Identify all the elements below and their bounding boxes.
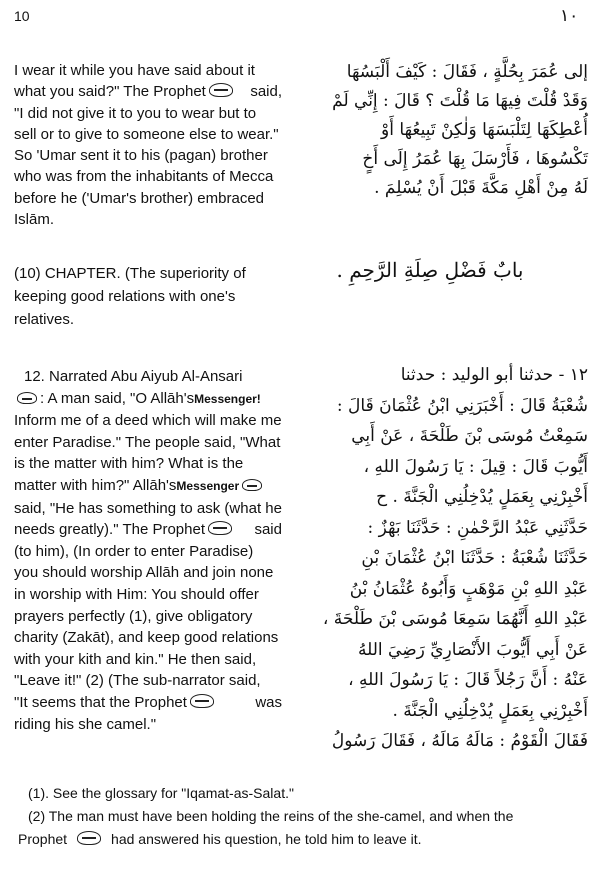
text-line: who was from the inhabitants of Mecca [14, 168, 274, 186]
arabic-line: عَبْدِ اللهِ بْنِ مَوْهَبٍ وَأَبُوهُ عُثْمَانُ بْنُ [349, 578, 588, 599]
footnotes [18, 782, 590, 851]
arabic-line: عَبْدِ اللهِ أَنَّهُمَا سَمِعَا مُوسَى بْنَ طَلْحَةَ ، [322, 609, 588, 629]
arabic-hadith-12 [296, 360, 588, 757]
arabic-line: عَنْهُ : أَنَّ رَجُلاً قَالَ : يَا رَسُولَ اللهِ ، [348, 670, 588, 690]
arabic-line: أَخْبِرْنِي بِعَمَلٍ يُدْخِلُنِي الْجَنَّةَ . [392, 700, 588, 721]
arabic-line: حَدَّثَنِي عَبْدُ الرَّحْمٰنِ : حَدَّثَنَا بَهْزٌ : [367, 517, 588, 538]
arabic-passage-1 [296, 58, 588, 203]
text-line: Islām. [14, 211, 55, 229]
arabic-line: إلى عُمَرَ بِحُلَّةٍ ، فَقَالَ : كَيْفَ أَلْبَسُهَا [346, 62, 588, 82]
text-line: enter Paradise." The people said, "What [14, 433, 281, 451]
page-number-right: ١٠ [560, 6, 579, 26]
text-line: keeping good relations with one's [14, 288, 236, 305]
arabic-line: سَمِعْتُ مُوسَى بْنَ طَلْحَةَ ، عَنْ أَبِي [351, 426, 588, 446]
prophet-seal-icon [77, 831, 101, 845]
text-line: "I did not give it to you to wear but to [14, 104, 257, 122]
english-passage-1 [14, 60, 282, 230]
text-line: "It seems that the Prophet was [14, 693, 282, 711]
text-line: with your kith and kin." He then said, [14, 650, 257, 668]
chapter-heading-arabic: بابٌ فَضْلِ صِلَةِ الرَّحِمِ . [336, 258, 524, 282]
text-line: relatives. [14, 311, 75, 328]
text-line: (to him), (In order to enter Paradise) [14, 542, 254, 560]
arabic-line: ١٢ - حدثنا أبو الوليد : حدثنا [400, 365, 588, 385]
footnote-2: (2) The man must have been holding the reins of the she-camel, and when the [28, 808, 514, 824]
text-line: matter with him?" Allāh'sMessenger [14, 475, 282, 498]
arabic-line: فَقَالَ الْقَوْمُ : مَالَهُ مَالَهُ ، فَقَالَ رَسُولُ [331, 731, 588, 751]
arabic-line: أَيُّوبَ قَالَ : قِيلَ : يَا رَسُولَ اللهِ ، [363, 456, 588, 477]
arabic-line: شُعْبَةُ قَالَ : أَخْبَرَنِي ابْنُ عُثْمَانَ قَالَ : [336, 395, 588, 416]
text-line: So 'Umar sent it to his (pagan) brother [14, 147, 268, 165]
text-line: prayers perfectly (1), give obligatory [14, 607, 253, 625]
arabic-line: عَنْ أَبِي أَيُّوبَ الأَنْصَارِيِّ رَضِيَ اللهُ [357, 639, 588, 660]
prophet-seal-icon [190, 694, 214, 708]
text-line: sell or to give to someone else to wear." [14, 125, 279, 143]
text-line: charity (Zakāt), and keep good relations [14, 629, 279, 647]
arabic-line: لَهُ مِنْ أَهْلِ مَكَّةَ قَبْلَ أَنْ يُسْلِمَ . [374, 178, 588, 198]
text-line: (10) CHAPTER. (The superiority of [14, 265, 246, 282]
text-line: you should worship Allāh and join none [14, 564, 274, 582]
chapter-heading-english [14, 262, 282, 331]
text-line: Inform me of a deed which will make me [14, 412, 282, 430]
arabic-line: أَخْبِرْنِي بِعَمَلٍ يُدْخِلُنِي الْجَنَّةَ . ح [376, 487, 588, 507]
arabic-line: تَكْسُوهَا ، فَأَرْسَلَ بِهَا عُمَرُ إِلَى أَخٍ [362, 149, 588, 169]
text-line: "Leave it!" (2) (The sub-narrator said, [14, 672, 261, 690]
footnote-2-continued: Prophet had answered his question, he told him to leave it. [18, 831, 422, 847]
text-line: in worship with Him: You should offer [14, 585, 259, 603]
text-line: 12. Narrated Abu Aiyub Al-Ansari [24, 368, 243, 385]
prophet-seal-icon [242, 479, 262, 491]
companion-seal-icon [17, 392, 37, 404]
text-line: said, "He has something to ask (what he [14, 499, 282, 517]
footnote-1: (1). See the glossary for "Iqamat-as-Salat." [28, 785, 294, 801]
prophet-seal-icon [208, 521, 232, 535]
text-line: before he ('Umar's brother) embraced [14, 189, 264, 207]
text-line: riding his she camel." [14, 715, 157, 733]
prophet-seal-icon [209, 83, 233, 97]
arabic-line: أُعْطِكَهَا لِتَلْبَسَهَا وَلٰكِنْ تَبِيعُهَا أَوْ [381, 120, 588, 140]
arabic-line: حَدَّثَنَا شُعْبَةُ : حَدَّثَنَا ابْنُ عُثْمَانَ بْنِ [361, 548, 588, 568]
text-line: what you said?" The Prophet said, [14, 83, 282, 101]
text-line: : A man said, "O Allāh'sMessenger! [14, 388, 282, 411]
text-line: is the matter with him? What is the [14, 455, 244, 473]
text-line: I wear it while you have said about it [14, 62, 255, 79]
text-line: needs greatly)." The Prophet said [14, 521, 282, 539]
arabic-line: وَقَدْ قُلْتَ فِيهَا مَا قُلْتَ ؟ قَالَ : إِنِّي لَمْ [332, 91, 588, 111]
page-number-left: 10 [14, 8, 30, 24]
english-hadith-12 [14, 366, 282, 735]
